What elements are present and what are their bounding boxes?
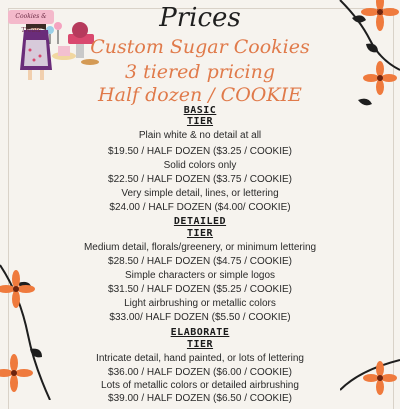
- page-title: Prices: [159, 3, 241, 33]
- tier-basic-item-1-price: $19.50 / HALF DOZEN ($3.25 / COOKIE): [108, 146, 292, 157]
- tier-detailed-label: TIER: [186, 228, 214, 239]
- tier-elaborate-label: TIER: [186, 339, 214, 350]
- tier-basic-item-2-price: $22.50 / HALF DOZEN ($3.75 / COOKIE): [108, 174, 292, 185]
- subtitle-line-3: Half dozen / COOKIE: [98, 84, 302, 106]
- tier-detailed-item-2-price: $31.50 / HALF DOZEN ($5.25 / COOKIE): [108, 284, 292, 295]
- tier-elaborate-item-1-price: $36.00 / HALF DOZEN ($6.00 / COOKIE): [108, 367, 292, 378]
- tier-basic-item-3-price: $24.00 / HALF DOZEN ($4.00/ COOKIE): [109, 202, 291, 213]
- tier-detailed-item-1-price: $28.50 / HALF DOZEN ($4.75 / COOKIE): [108, 256, 292, 267]
- tier-basic-item-2-desc: Solid colors only: [163, 160, 237, 171]
- tier-elaborate-item-2-price: $39.00 / HALF DOZEN ($6.50 / COOKIE): [108, 393, 292, 404]
- tier-detailed-item-3-desc: Light airbrushing or metallic colors: [124, 298, 276, 309]
- tier-elaborate-heading: ELABORATE: [170, 327, 230, 338]
- tier-basic-label: TIER: [186, 116, 214, 127]
- tier-basic-item-3-desc: Very simple detail, lines, or lettering: [121, 188, 279, 199]
- logo-banner: Cookies & Treats: [8, 10, 54, 24]
- tier-basic-heading: BASIC: [183, 105, 217, 116]
- tier-detailed-item-2-desc: Simple characters or simple logos: [124, 270, 276, 281]
- tier-detailed-item-3-price: $33.00/ HALF DOZEN ($5.50 / COOKIE): [109, 312, 291, 323]
- tier-elaborate-item-1-desc: Intricate detail, hand painted, or lots of lettering: [96, 353, 304, 364]
- subtitle-line-2: 3 tiered pricing: [124, 61, 276, 83]
- tier-elaborate-item-2-desc: Lots of metallic colors or detailed airbrushing: [101, 380, 299, 391]
- tier-detailed-item-1-desc: Medium detail, florals/greenery, or minimum lettering: [83, 242, 317, 253]
- tier-detailed-heading: DETAILED: [173, 216, 227, 227]
- subtitle-line-1: Custom Sugar Cookies: [90, 36, 310, 58]
- tier-basic-item-1-desc: Plain white & no detail at all: [138, 130, 262, 141]
